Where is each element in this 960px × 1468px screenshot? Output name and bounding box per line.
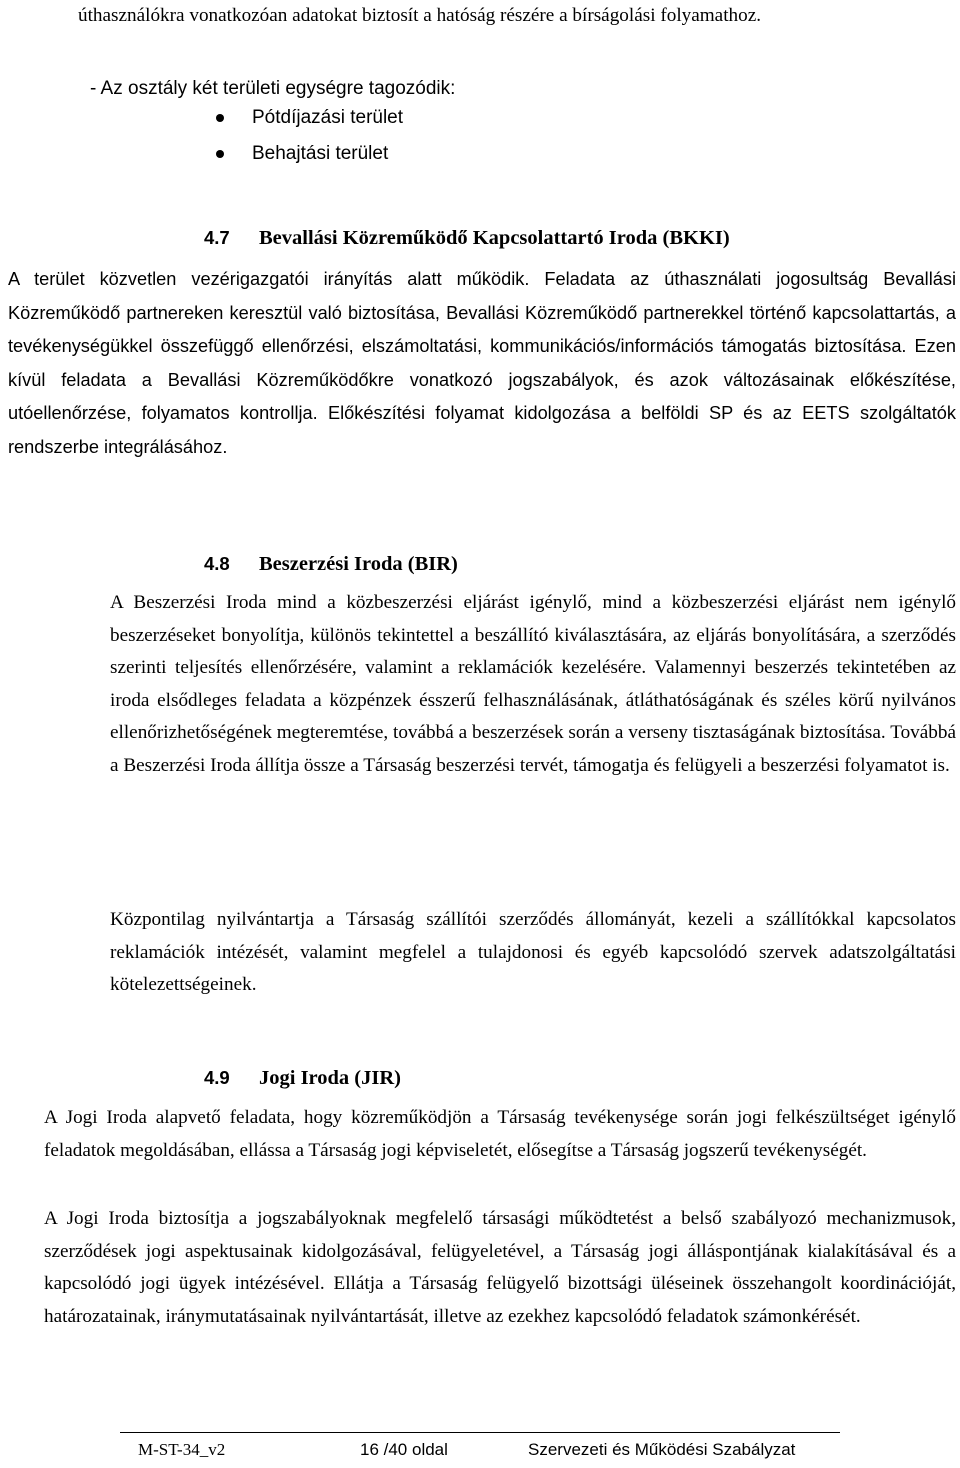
unit-bullet-list <box>216 100 403 172</box>
bkki-body-text: Feladata az úthasználati jogosultság Bevallási Közreműködő partnereken keresztül való biztosítása, Bevallási Közreműködő partnerekkel történő kapcsolattartás, a tevékenységükkel összefüggő ellenőrzési, elszámoltatási, kommunikációs/információs támogatás biztosítása. Ezen kívül feladata a Bevallási Közreműködőkre vonatkozó jogszabályok, és azok változásainak előkészítése, utóellenőrzése, folyamatos kontrollja. Előkészítési folyamat kidolgozása a belföldi SP és az EETS szolgáltatók rendszerbe integrálásához. <box>8 269 956 457</box>
section-heading-jir <box>204 1062 401 1095</box>
footer-divider <box>120 1432 840 1433</box>
section-number: 4.8 <box>204 553 230 574</box>
page-footer <box>0 1432 960 1462</box>
footer-doc-title: Szervezeti és Működési Szabályzat <box>528 1440 796 1459</box>
bkki-paragraph <box>8 263 956 464</box>
bullet-icon <box>216 114 224 122</box>
bir-paragraph-1 <box>110 587 956 782</box>
bullet-item <box>216 136 403 172</box>
intro-paragraph <box>78 0 950 33</box>
footer-doc-code: M-ST-34_v2 <box>138 1440 226 1459</box>
bullet-item-label: Behajtási terület <box>252 143 389 164</box>
section-title: Jogi Iroda (JIR) <box>259 1067 401 1089</box>
bullet-item <box>216 100 403 136</box>
intro-text: úthasználókra vonatkozóan adatokat biztosít a hatóság részére a bírságolási folyamathoz. <box>78 5 762 26</box>
jir-text-1: A Jogi Iroda alapvető feladata, hogy közreműködjön a Társaság tevékenysége során jogi felkészültséget igénylő feladatok megoldásában, ellássa a Társaság jogi képviseletét, elősegítse a Társaság jogszerű tevékenységét. <box>44 1107 956 1161</box>
bir-paragraph-2 <box>110 904 956 1002</box>
section-title: Bevallási Közreműködő Kapcsolattartó Iroda (BKKI) <box>259 227 730 249</box>
jir-text-2: A Jogi Iroda biztosítja a jogszabályoknak megfelelő társasági működtetést a belső szabályozó mechanizmusok, szerződések jogi aspektusainak kidolgozásával, felügyeletével, a Társaság jogi álláspontjának kialakításával és a kapcsolódó jogi ügyek intézésével. Ellátja a Társaság felügyelő bizottsági üléseinek összehangolt koordinációját, határozatainak, iránymutatásainak nyilvántartását, illetve az ezekhez kapcsolódó feladatok számonkérését. <box>44 1208 956 1327</box>
section-heading-bkki <box>204 222 730 255</box>
division-dash-item: - Az osztály két területi egységre tagozódik: <box>90 78 456 99</box>
bir-text-1: A Beszerzési Iroda mind a közbeszerzési eljárást igénylő, mind a közbeszerzési eljárást nem igénylő beszerzéseket bonyolítja, különös tekintettel a beszállító kiválasztására, az eljárás bonyolítására, a szerződés szerinti teljesítés ellenőrzésére, valamint a reklamációk kezelésére. Valamennyi beszerzés tekintetében az iroda elsődleges feladata a közpénzek ésszerű felhasználásának, átláthatóságának és széles körű nyilvános ellenőrizhetőségének megteremtése, továbbá a beszerzések során a verseny tisztaságának biztosítása. Továbbá a Beszerzési Iroda állítja össze a Társaság beszerzési tervét, támogatja és felügyeli a beszerzési folyamatot is. <box>110 592 956 776</box>
section-number: 4.9 <box>204 1067 230 1088</box>
section-heading-bir <box>204 548 458 581</box>
bullet-icon <box>216 150 224 158</box>
bkki-lead-text: A terület közvetlen vezérigazgatói irányítás alatt működik. <box>8 269 530 289</box>
bullet-item-label: Pótdíjazási terület <box>252 107 404 128</box>
bir-text-2: Központilag nyilvántartja a Társaság szállítói szerződés állományát, kezeli a szállítókkal kapcsolatos reklamációk intézését, valamint megfelel a tulajdonosi és egyéb kapcsolódó szervek adatszolgáltatási kötelezettségeinek. <box>110 909 956 995</box>
section-title: Beszerzési Iroda (BIR) <box>259 553 458 575</box>
footer-page-number: 16 /40 oldal <box>360 1440 448 1459</box>
jir-paragraph-1 <box>44 1102 956 1167</box>
section-number: 4.7 <box>204 227 230 248</box>
jir-paragraph-2 <box>44 1203 956 1333</box>
